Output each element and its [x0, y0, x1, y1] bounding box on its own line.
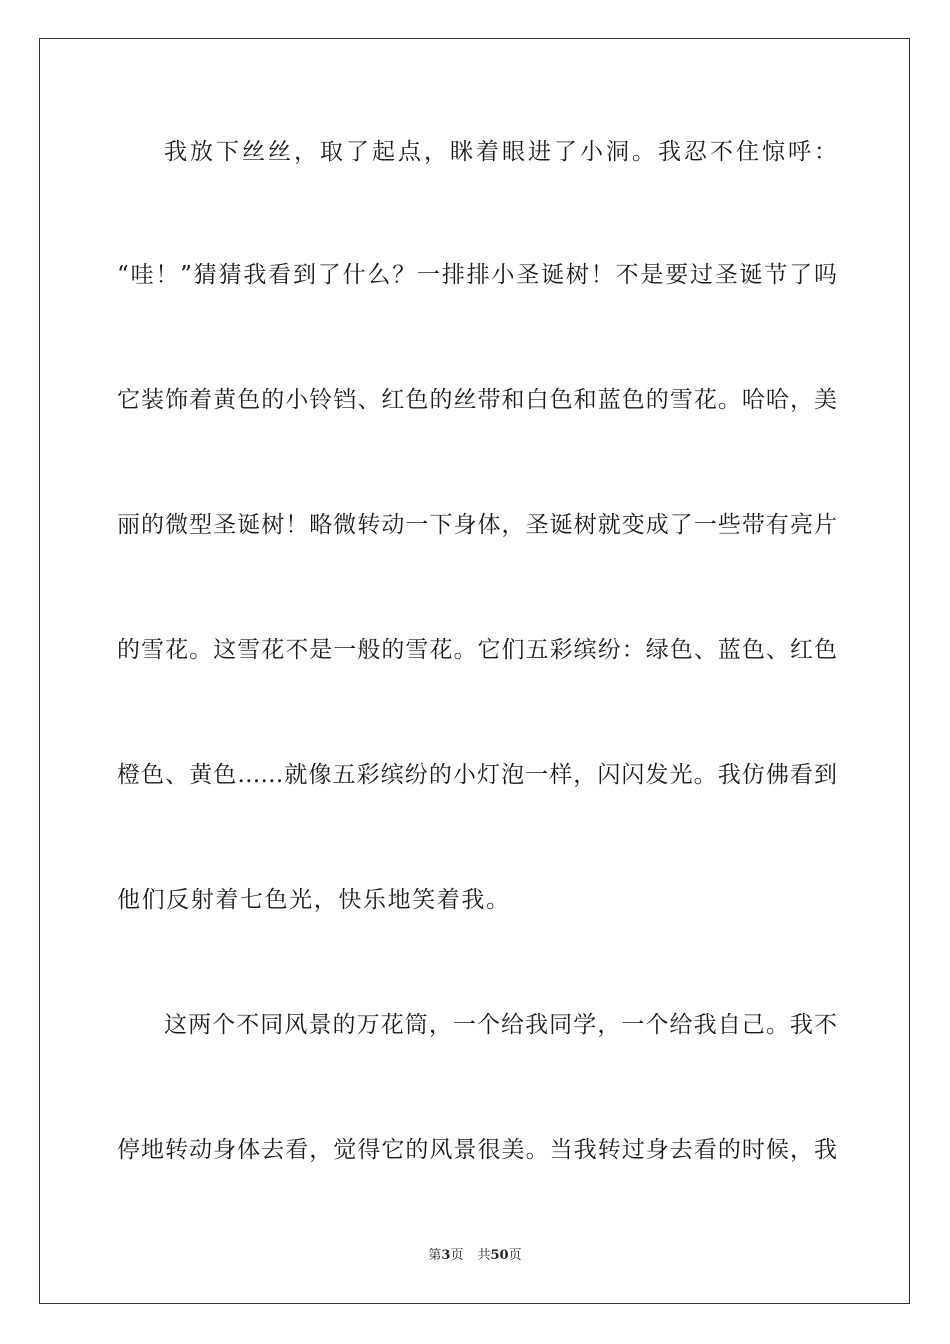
paragraph-line: “哇！”猜猜我看到了什么？一排排小圣诞树！不是要过圣诞节了吗	[117, 262, 837, 288]
paragraph-line: 这两个不同风景的万花筒，一个给我同学，一个给我自己。我不	[164, 1012, 837, 1038]
paragraph-line: 它装饰着黄色的小铃铛、红色的丝带和白色和蓝色的雪花。哈哈，美	[117, 387, 837, 413]
page-number: 3	[441, 1248, 451, 1263]
page-border	[39, 38, 910, 1304]
paragraph-line: 他们反射着七色光，快乐地笑着我。	[117, 887, 511, 913]
paragraph-line: 橙色、黄色……就像五彩缤纷的小灯泡一样，闪闪发光。我仿佛看到	[117, 762, 837, 788]
paragraph-line: 的雪花。这雪花不是一般的雪花。它们五彩缤纷：绿色、蓝色、红色	[117, 637, 837, 663]
paragraph-line: 停地转动身体去看，觉得它的风景很美。当我转过身去看的时候，我	[117, 1137, 837, 1163]
paragraph-line: 丽的微型圣诞树！略微转动一下身体，圣诞树就变成了一些带有亮片	[117, 512, 837, 538]
page-footer	[0, 1247, 950, 1265]
total-suffix: 页	[508, 1248, 522, 1263]
total-pages: 50	[490, 1248, 509, 1263]
total-prefix: 共	[477, 1248, 491, 1263]
paragraph-line: 我放下丝丝，取了起点，眯着眼进了小洞。我忍不住惊呼：	[164, 139, 837, 165]
page-prefix: 第	[428, 1248, 442, 1263]
page-suffix: 页	[450, 1248, 464, 1263]
